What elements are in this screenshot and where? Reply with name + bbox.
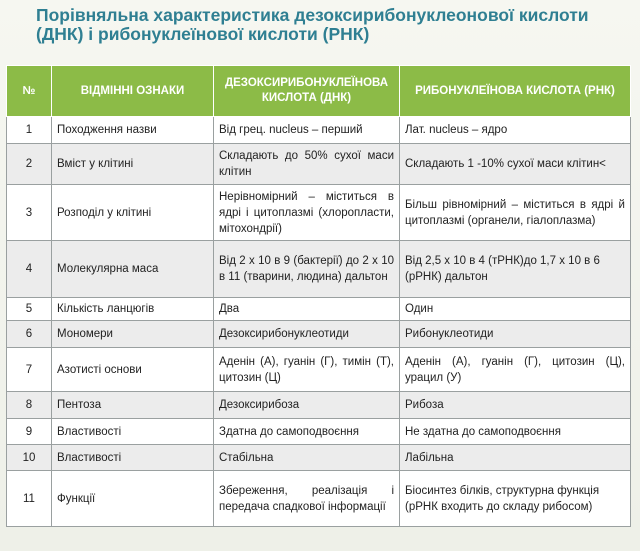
row-rna: Рибоза [400, 392, 631, 419]
row-rna: Рибонуклеотиди [400, 321, 631, 348]
row-feature: Пентоза [52, 392, 214, 419]
row-dna: Від 2 х 10 в 9 (бактерії) до 2 х 10 в 11 (тварини, людина) дальтон [214, 241, 400, 298]
row-number: 5 [7, 298, 52, 321]
row-number: 1 [7, 117, 52, 144]
row-rna: Один [400, 298, 631, 321]
row-dna: Нерівномірний – міститься в ядрі і цитоплазмі (хлоропласти, мітохондрії) [214, 185, 400, 241]
row-number: 7 [7, 348, 52, 392]
table-row [7, 241, 631, 298]
table-row [7, 419, 631, 445]
header-dna: ДЕЗОКСИРИБОНУКЛЕЇНОВА КИСЛОТА (ДНК) [214, 66, 400, 117]
row-dna: Дезоксирибоза [214, 392, 400, 419]
row-rna: Аденін (А), гуанін (Г), цитозин (Ц), урацил (У) [400, 348, 631, 392]
row-number: 11 [7, 471, 52, 527]
header-feature: ВІДМІННІ ОЗНАКИ [52, 66, 214, 117]
table-row [7, 298, 631, 321]
row-feature: Азотисті основи [52, 348, 214, 392]
row-feature: Молекулярна маса [52, 241, 214, 298]
row-dna: Стабільна [214, 445, 400, 471]
table-row [7, 392, 631, 419]
row-rna: Біосинтез білків, структурна функція (рРНК входить до складу рибосом) [400, 471, 631, 527]
row-rna: Більш рівномірний – міститься в ядрі й цитоплазмі (органели, гіалоплазма) [400, 185, 631, 241]
row-dna: Складають до 50% сухої маси клітин [214, 144, 400, 185]
row-feature: Властивості [52, 419, 214, 445]
row-dna: Дезоксирибонуклеотиди [214, 321, 400, 348]
comparison-table [6, 65, 631, 527]
row-number: 8 [7, 392, 52, 419]
row-feature: Мономери [52, 321, 214, 348]
row-number: 9 [7, 419, 52, 445]
row-feature: Кількість ланцюгів [52, 298, 214, 321]
table-row [7, 348, 631, 392]
row-dna: Здатна до самоподвоєння [214, 419, 400, 445]
table-row [7, 321, 631, 348]
table-row [7, 117, 631, 144]
row-rna: Складають 1 -10% сухої маси клітин< [400, 144, 631, 185]
row-feature: Властивості [52, 445, 214, 471]
row-feature: Розподіл у клітині [52, 185, 214, 241]
table-row [7, 185, 631, 241]
row-dna: Від грец. nucleus – перший [214, 117, 400, 144]
table-row [7, 445, 631, 471]
row-number: 2 [7, 144, 52, 185]
row-rna: Лат. nucleus – ядро [400, 117, 631, 144]
row-number: 4 [7, 241, 52, 298]
row-feature: Вміст у клітині [52, 144, 214, 185]
table-row [7, 471, 631, 527]
page-title: Порівняльна характеристика дезоксирибонуклеонової кислоти (ДНК) і рибонуклеїнової кислоти (РНК) [36, 5, 589, 44]
row-dna: Аденін (А), гуанін (Г), тимін (Т), цитозин (Ц) [214, 348, 400, 392]
row-dna: Збереження, реалізація і передача спадкової інформації [214, 471, 400, 527]
row-rna: Не здатна до самоподвоєння [400, 419, 631, 445]
row-feature: Походження назви [52, 117, 214, 144]
header-number: № [7, 66, 52, 117]
row-number: 3 [7, 185, 52, 241]
row-rna: Лабільна [400, 445, 631, 471]
row-dna: Два [214, 298, 400, 321]
table-row [7, 144, 631, 185]
row-number: 10 [7, 445, 52, 471]
row-feature: Функції [52, 471, 214, 527]
row-rna: Від 2,5 х 10 в 4 (тРНК)до 1,7 х 10 в 6 (рРНК) дальтон [400, 241, 631, 298]
table-header-row [7, 66, 631, 117]
header-rna: РИБОНУКЛЕЇНОВА КИСЛОТА (РНК) [400, 66, 631, 117]
row-number: 6 [7, 321, 52, 348]
